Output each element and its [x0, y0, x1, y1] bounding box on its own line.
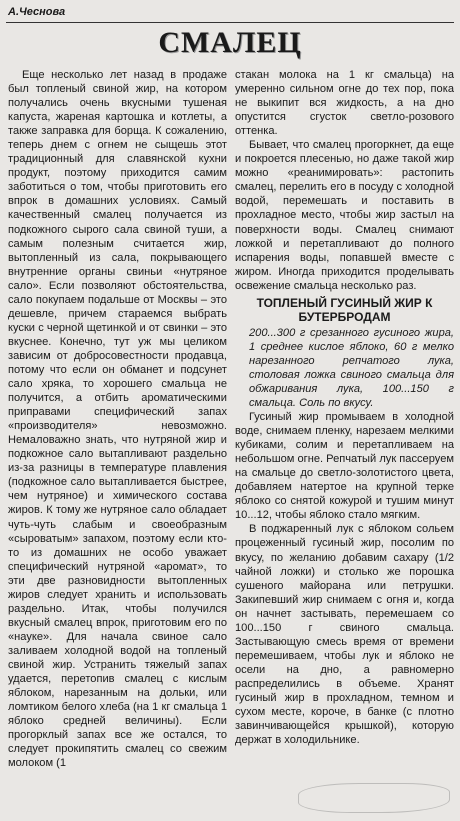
article-title: СМАЛЕЦ: [158, 26, 302, 59]
left-column: [8, 68, 227, 815]
right-column: [235, 68, 454, 815]
paragraph: стакан молока на 1 кг смальца) на умеренно сильном огне до тех пор, пока не выкипит вся жидкость, а на дно опустится сгусток светло-розового оттенка.: [235, 69, 454, 138]
header-divider: [6, 22, 454, 23]
paragraph: Гусиный жир промываем в холодной воде, снимаем пленку, нарезаем мелкими кубиками, солим и перетапливаем на небольшом огне. Репчатый лук пассеруем на смальце до светло-золотистого цвета, добавляем натертое на крупной терке яблоко со снятой кожурой и тушим минут 10...12, чтобы яблоко стало мягким.: [235, 411, 454, 522]
paragraph: Бывает, что смалец прогоркнет, да еще и покроется плесенью, но даже такой жир можно «реанимировать»: растопить смалец, перелить его в посуду с холодной водой, перемешать и поставить в прохладное место, чтобы жир застыл на поверхности воды. Смалец снимают ложкой и перетапливают до полного испарения воды, попавшей вместе с жиром. Иногда приходится проделывать освежение смальца несколько раз.: [235, 139, 454, 292]
recipe-ingredients: 200...300 г срезанного гусиного жира, 1 среднее кислое яблоко, 60 г мелко нарезанного репчатого лука, столовая ложка свиного смальца для обжаривания лука, 100...150 г смальца. Соль по вкусу.: [249, 326, 454, 409]
author-name: А.Чеснова: [8, 6, 66, 18]
article-body: [8, 68, 454, 815]
paragraph: В поджаренный лук с яблоком сольем процеженный гусиный жир, посолим по вкусу, по желанию добавим сахару (1/2 чайной ложки) и столько же порошка сушеного майорана или петрушки. Закипевший жир снимаем с огня и, когда он начнет застывать, перемешаем со 100...150 г свиного смальца. Застывающую смесь время от времени перемешиваем, чтобы лук и яблоко не осели на дно, а равномерно распределились в объеме. Хранят гусиный жир в прохладном, темном и сухом месте, короче, в банке (с плотно завинчивающейся крышкой), которую держат в холодильнике.: [235, 523, 454, 747]
recipe-heading: ТОПЛЕНЫЙ ГУСИНЫЙ ЖИР К БУТЕРБРОДАМ: [256, 295, 433, 324]
paragraph: Еще несколько лет назад в продаже был топленый свиной жир, на котором получались очень вкусными тушеная капуста, жареная картошка и котлеты, а также заправка для борща. К сожалению, теперь днем с огнем не сыщешь этот традиционный для славянской кухни продукт, поэтому приходится самим заботиться о том, чтобы приготовить его впрок в домашних условиях. Самый качественный смалец получается из подкожного сырого сала свиной туши, а самым полезным считается жир, вытопленный из сала, покрывающего внутренние органы свиньи «нутряное сало». Если позволяют обстоятельства, сало покупаем подальше от Москвы – это дешевле, причем стараемся выбрать куски с черной щетинкой и от свинки – это вкуснее. Конечно, тут уж мы целиком зависим от добросовестности продавца, потому что если он обманет и подсунет сало хряка, то хорошего смальца не получится, а отбить ароматическими приправами специфический запах «производителя» невозможно. Немаловажно знать, что нутряной жир и подкожное сало вытапливают раздельно из-за разницы в температуре плавления (подкожное сало вытапливается быстрее, чем нутряное) и химического состава жиров. К тому же нутряное сало обладает чуть-чуть слабым и своеобразным «сыроватым» запахом, поэтому если кто-то из домашних не особо уважает специфический нутряной «аромат», то эти две разновидности вытопленных жиров следует хранить и использовать раздельно. Итак, чтобы получился вкусный смалец впрок, приготовим его по «науке». Для начала свиное сало заливаем холодной водой на топленый свиной жир. Устранить тяжелый запах удается, перетопив смалец с кислым яблоком, нарезанным на дольки, или ломтиком белого хлеба (на 1 кг смальца 1 яблоко средней величины). Если прогорклый запах все же остался, то следует прокипятить смалец со свежим молоком (1: [8, 69, 227, 770]
faded-stamp-mark: [298, 783, 450, 813]
